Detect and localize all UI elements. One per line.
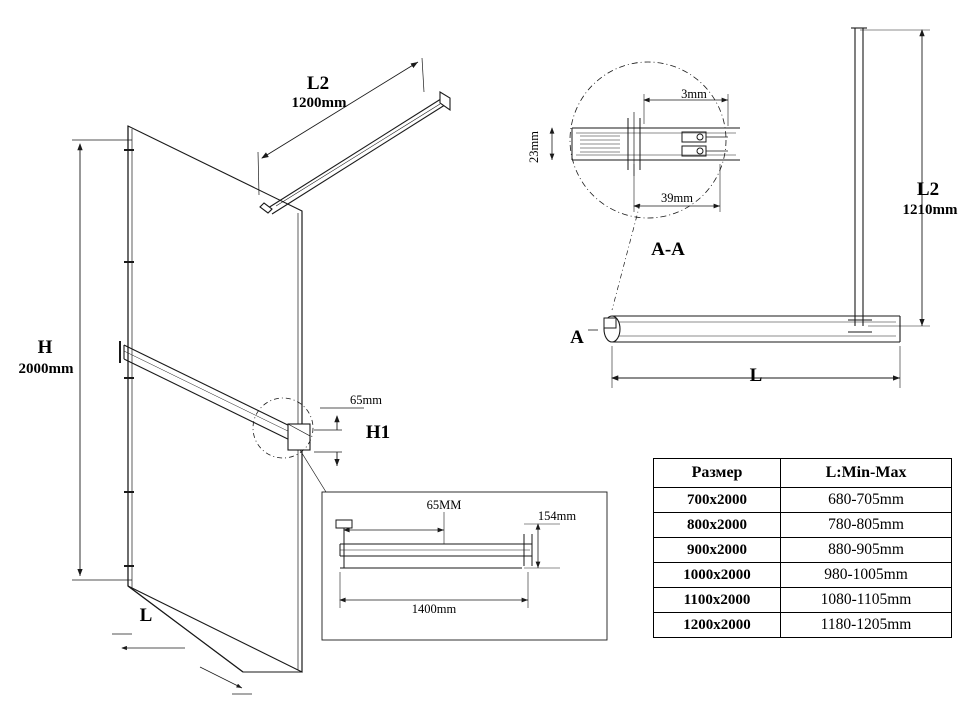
table-cell-range: 980-1005mm <box>781 563 952 588</box>
label-L2-right-code: L2 <box>916 179 940 200</box>
table-cell-range: 680-705mm <box>781 488 952 513</box>
table-cell-range: 780-805mm <box>781 513 952 538</box>
table-cell-size: 1000x2000 <box>654 563 781 588</box>
label-L2-top-code: L2 <box>306 73 330 94</box>
table-cell-range: 1180-1205mm <box>781 613 952 638</box>
dimension-L2-right <box>860 30 930 326</box>
label-L-right-code: L <box>749 365 763 386</box>
label-detail-bottom: 1400mm <box>411 602 457 616</box>
label-section-aa: A-A <box>651 239 685 260</box>
label-H-value: 2000mm <box>18 361 74 377</box>
size-table <box>653 458 952 638</box>
label-L2-right-value: 1210mm <box>902 202 958 218</box>
label-L2-top-value: 1200mm <box>291 95 347 111</box>
table-row <box>654 488 952 513</box>
label-section-letter-a: A <box>570 327 584 348</box>
dimension-L-left <box>112 634 252 694</box>
table-header-range: L:Min-Max <box>781 459 952 488</box>
table-cell-size: 800x2000 <box>654 513 781 538</box>
label-section-gap: 3mm <box>681 87 707 101</box>
table-row <box>654 538 952 563</box>
label-H-code: H <box>37 337 53 358</box>
table-row <box>654 613 952 638</box>
horizontal-bar <box>120 341 310 450</box>
label-detail-right: 154mm <box>537 509 577 523</box>
table-row <box>654 513 952 538</box>
section-leader <box>612 204 640 310</box>
table-cell-size: 1100x2000 <box>654 588 781 613</box>
label-detail-top: 65ММ <box>426 498 462 512</box>
label-section-width: 39mm <box>661 191 693 205</box>
table-row <box>654 563 952 588</box>
table-cell-range: 1080-1105mm <box>781 588 952 613</box>
table-cell-size: 900x2000 <box>654 538 781 563</box>
label-L-left-code: L <box>139 605 153 626</box>
dimension-H <box>72 140 132 580</box>
table-cell-size: 700x2000 <box>654 488 781 513</box>
section-aa-detail <box>552 62 740 218</box>
table-header-row <box>654 459 952 488</box>
table-header-size: Размер <box>654 459 781 488</box>
table-cell-size: 1200x2000 <box>654 613 781 638</box>
label-section-height: 23mm <box>527 131 541 163</box>
label-H1-value: 65mm <box>350 393 382 407</box>
front-elevation <box>604 28 900 342</box>
table-row <box>654 588 952 613</box>
table-cell-range: 880-905mm <box>781 538 952 563</box>
label-H1-code: H1 <box>365 422 391 443</box>
